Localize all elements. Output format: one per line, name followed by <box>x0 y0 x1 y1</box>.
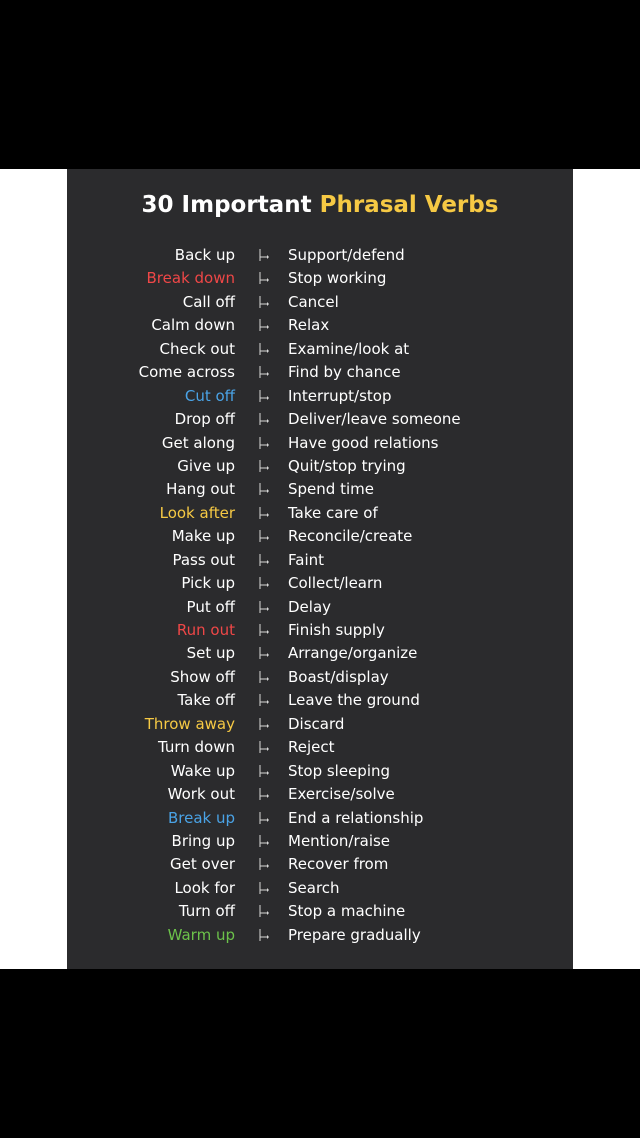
arrow-icon <box>259 507 269 521</box>
arrow-icon <box>259 413 269 427</box>
arrow-icon <box>259 296 269 310</box>
phrasal-verb: Get along <box>161 433 235 452</box>
arrow-icon <box>259 272 269 286</box>
verb-meaning: Take care of <box>288 503 378 522</box>
verb-meaning: Collect/learn <box>288 574 383 593</box>
verb-meaning: Reconcile/create <box>288 527 413 546</box>
phrasal-verb: Turn off <box>178 902 235 921</box>
phrasal-verb: Calm down <box>151 316 235 335</box>
arrow-icon <box>259 437 269 451</box>
phrasal-verb: Work out <box>167 785 235 804</box>
verb-meaning: Leave the ground <box>288 691 420 710</box>
arrow-icon <box>259 694 269 708</box>
arrow-icon <box>259 812 269 826</box>
phrasal-verb: Pick up <box>181 574 235 593</box>
phrasal-verb: Give up <box>177 456 235 475</box>
page-title <box>0 192 640 218</box>
list-item <box>67 455 573 478</box>
verb-meaning: Prepare gradually <box>288 925 421 944</box>
list-item <box>67 338 573 361</box>
verb-meaning: Faint <box>288 550 324 569</box>
verb-meaning: Examine/look at <box>288 339 410 358</box>
phrasal-verb: Get over <box>170 855 235 874</box>
list-item <box>67 713 573 736</box>
list-item <box>67 596 573 619</box>
list-item <box>67 877 573 900</box>
verb-meaning: Support/defend <box>288 246 405 264</box>
list-item <box>67 783 573 806</box>
list-item <box>67 830 573 853</box>
phrasal-verb: Warm up <box>167 925 235 944</box>
list-item <box>67 502 573 525</box>
arrow-icon <box>259 343 269 357</box>
arrow-icon <box>259 483 269 497</box>
phrasal-verb: Bring up <box>171 831 235 850</box>
verb-meaning: Finish supply <box>288 621 385 639</box>
list-item <box>67 314 573 337</box>
phrasal-verb: Make up <box>171 527 235 546</box>
list-item <box>67 642 573 665</box>
arrow-icon <box>259 788 269 802</box>
arrow-icon <box>259 882 269 896</box>
verb-meaning: Find by chance <box>288 363 401 382</box>
verb-meaning: Mention/raise <box>288 831 391 850</box>
arrow-icon <box>259 929 269 943</box>
list-item <box>67 408 573 431</box>
phrasal-verb: Run out <box>176 621 235 639</box>
phrasal-verb: Wake up <box>170 761 235 780</box>
arrow-icon <box>259 671 269 685</box>
list-item <box>67 666 573 689</box>
verb-meaning: Stop working <box>288 269 387 288</box>
title-highlight: Phrasal Verbs <box>319 192 499 218</box>
verb-meaning: Cancel <box>288 292 339 311</box>
verb-meaning: Stop sleeping <box>288 761 391 780</box>
arrow-icon <box>259 366 269 380</box>
arrow-icon <box>259 249 269 263</box>
phrasal-verb: Set up <box>186 644 235 663</box>
phrasal-verb: Take off <box>177 691 235 710</box>
arrow-icon <box>259 624 269 638</box>
arrow-icon <box>259 741 269 755</box>
title-prefix: 30 Important <box>141 192 320 218</box>
list-item <box>67 549 573 572</box>
list-item <box>67 807 573 830</box>
arrow-icon <box>259 577 269 591</box>
verb-meaning: Recover from <box>288 855 389 874</box>
arrow-icon <box>259 601 269 615</box>
phrasal-verb: Throw away <box>144 714 235 733</box>
verb-meaning: Stop a machine <box>288 902 406 921</box>
arrow-icon <box>259 858 269 872</box>
list-item <box>67 853 573 876</box>
arrow-icon <box>259 460 269 474</box>
top-letterbox-bar <box>0 0 640 169</box>
verb-meaning: End a relationship <box>288 808 424 827</box>
phrasal-verb: Show off <box>170 667 235 686</box>
bottom-letterbox-bar <box>0 969 640 1138</box>
phrasal-verb: Break down <box>146 269 235 288</box>
verb-meaning: Exercise/solve <box>288 785 395 804</box>
verb-meaning: Discard <box>288 714 345 733</box>
list-item <box>67 736 573 759</box>
phrasal-verb: Call off <box>182 292 235 311</box>
list-item <box>67 291 573 314</box>
list-item <box>67 385 573 408</box>
verb-meaning: Interrupt/stop <box>288 386 392 405</box>
phrasal-verb: Turn down <box>157 738 235 757</box>
arrow-icon <box>259 718 269 732</box>
verb-meaning: Boast/display <box>288 667 389 686</box>
arrow-icon <box>259 835 269 849</box>
phrasal-verb: Back up <box>174 246 235 264</box>
phrasal-verb: Hang out <box>166 480 235 499</box>
arrow-icon <box>259 319 269 333</box>
arrow-icon <box>259 765 269 779</box>
verb-meaning: Search <box>288 878 340 897</box>
arrow-icon <box>259 530 269 544</box>
phrasal-verb: Cut off <box>184 386 235 405</box>
arrow-icon <box>259 647 269 661</box>
list-item <box>67 244 573 267</box>
verb-meaning: Relax <box>288 316 330 335</box>
verb-meaning: Spend time <box>288 480 374 499</box>
phrasal-verb: Drop off <box>174 410 235 429</box>
verb-meaning: Reject <box>288 738 335 757</box>
phrasal-verb: Break up <box>167 808 235 827</box>
verb-meaning: Delay <box>288 597 332 616</box>
list-item <box>67 267 573 290</box>
list-item <box>67 619 573 642</box>
list-item <box>67 478 573 501</box>
list-item <box>67 572 573 595</box>
list-item <box>67 361 573 384</box>
arrow-icon <box>259 390 269 404</box>
list-item <box>67 525 573 548</box>
phrasal-verb: Come across <box>138 363 235 382</box>
verb-meaning: Deliver/leave someone <box>288 410 461 429</box>
phrasal-verb: Look after <box>159 503 235 522</box>
list-item <box>67 432 573 455</box>
phrasal-verb: Check out <box>159 339 235 358</box>
verb-list <box>67 244 573 947</box>
list-item <box>67 924 573 947</box>
list-item <box>67 760 573 783</box>
arrow-icon <box>259 905 269 919</box>
phrasal-verb: Look for <box>174 878 235 897</box>
list-item <box>67 900 573 923</box>
verb-meaning: Quit/stop trying <box>288 456 406 475</box>
verb-meaning: Arrange/organize <box>288 644 418 663</box>
verb-meaning: Have good relations <box>288 433 439 452</box>
list-item <box>67 689 573 712</box>
phrasal-verb: Pass out <box>172 550 235 569</box>
arrow-icon <box>259 554 269 568</box>
phrasal-verb: Put off <box>186 597 235 616</box>
